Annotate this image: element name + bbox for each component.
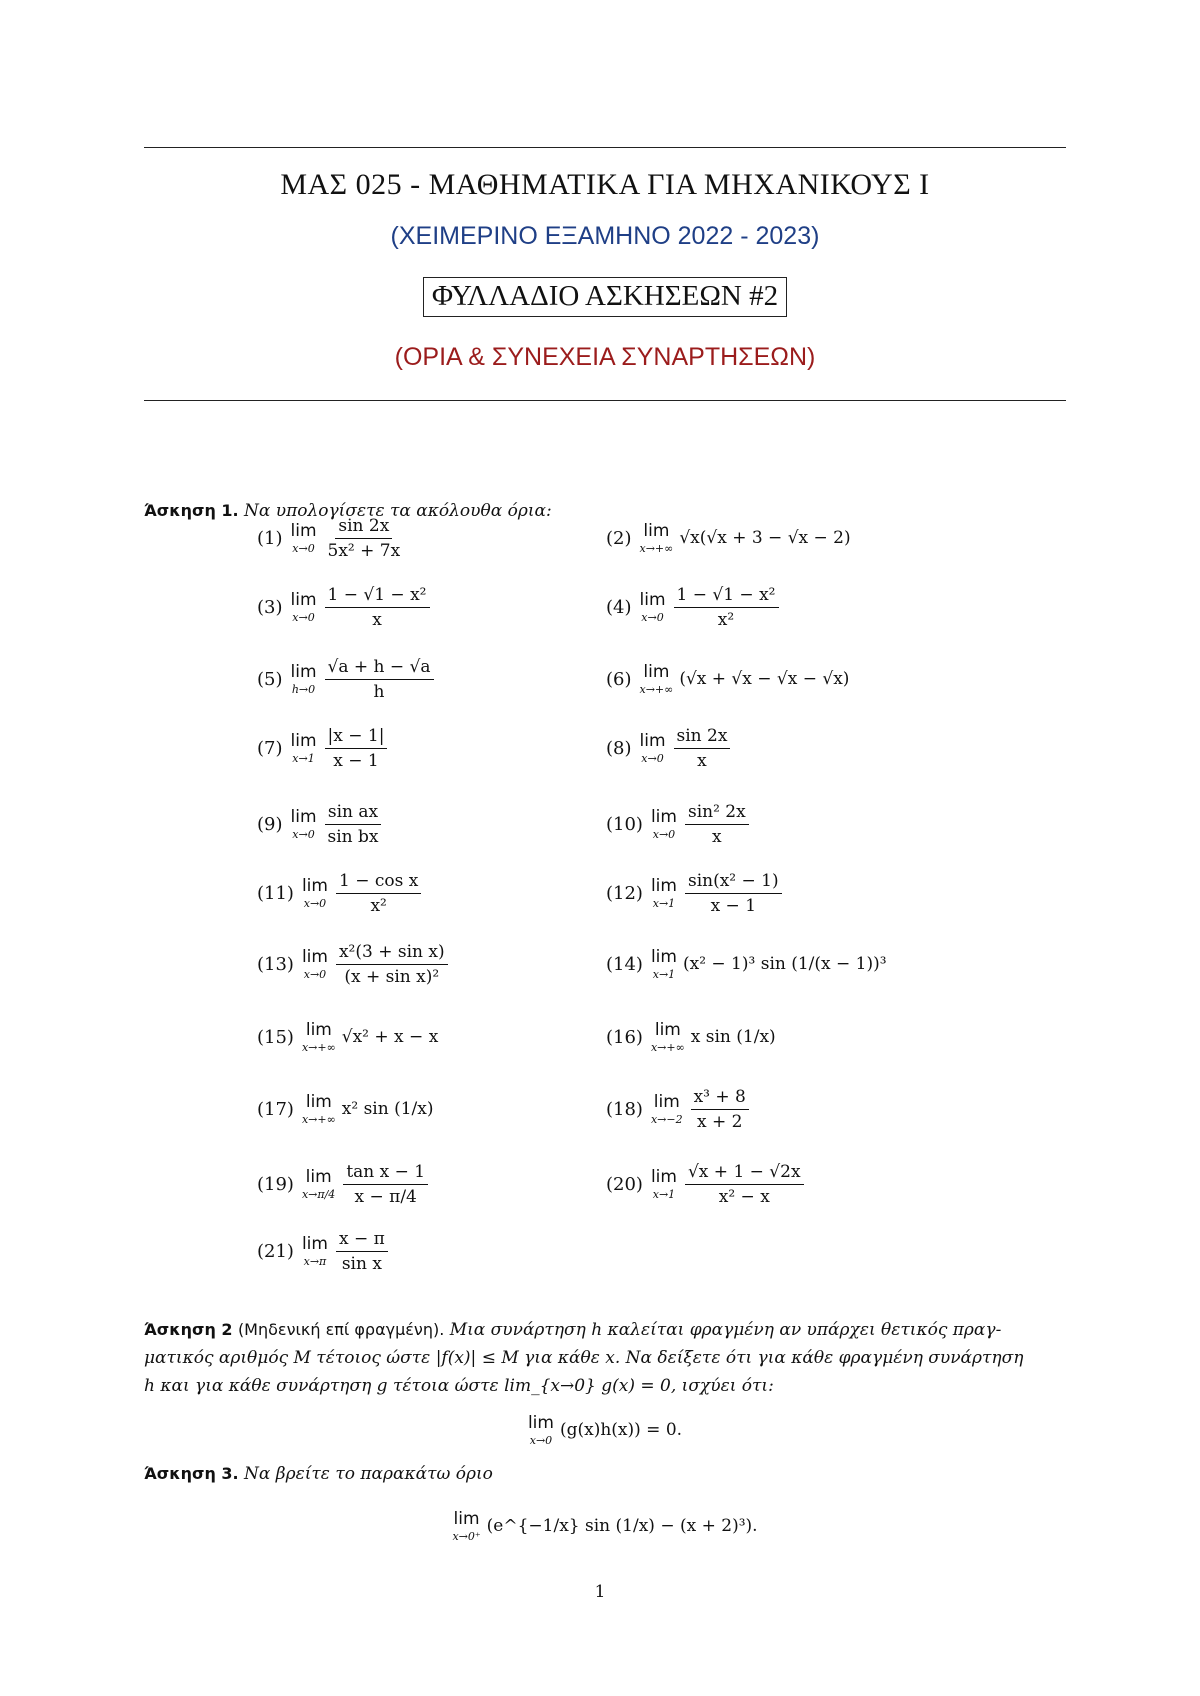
- limit-problem: [257, 1161, 430, 1207]
- exercise-2-label: Άσκηση 2: [144, 1320, 233, 1339]
- numerator: sin 2x: [674, 726, 731, 749]
- lim-operator: lim x→+∞: [639, 661, 674, 696]
- lim-subscript: h→0: [291, 682, 316, 696]
- lim-subscript: x→0: [641, 751, 664, 765]
- fraction: [674, 726, 731, 771]
- denominator: x − π/4: [354, 1186, 417, 1207]
- fraction: [336, 942, 448, 987]
- fraction: [325, 585, 430, 630]
- problem-number: (19): [257, 1173, 294, 1195]
- lim-subscript: x→+∞: [639, 682, 674, 696]
- exercise-1-text: Να υπολογίσετε τα ακόλουθα όρια:: [244, 501, 552, 521]
- exercise-3-equation-body: (e^{−1/x} sin (1/x) − (x + 2)³).: [486, 1516, 758, 1536]
- problem-number: (13): [257, 953, 294, 975]
- fraction: [343, 1162, 428, 1207]
- fraction: [325, 657, 434, 702]
- exercise-1-label: Άσκηση 1.: [144, 501, 239, 520]
- limit-problem: [606, 870, 784, 916]
- lim-operator: lim x→+∞: [301, 1091, 336, 1126]
- limit-problem: [257, 941, 450, 987]
- lim-operator: lim x→0⁺: [452, 1508, 481, 1543]
- lim-operator: lim x→+∞: [639, 520, 674, 555]
- page-number: 1: [594, 1582, 606, 1602]
- fraction: [325, 802, 382, 847]
- exercise-2-line3: h και για κάθε συνάρτηση g τέτοια ώστε lim_{x→0} g(x) = 0, ισχύει ότι:: [144, 1376, 774, 1396]
- limit-problem: [606, 1017, 776, 1057]
- exercise-2-line2: ματικός αριθμός M τέτοιος ώστε |f(x)| ≤ M για κάθε x. Να δείξετε ότι για κάθε φραγμένη συνάρτηση: [144, 1348, 1024, 1368]
- lim-operator: lim x→+∞: [650, 1019, 685, 1054]
- lim-operator: lim x→0: [290, 806, 317, 841]
- lim-operator: lim x→1: [290, 730, 317, 765]
- lim-subscript: x→0: [292, 827, 315, 841]
- denominator: x + 2: [697, 1111, 743, 1132]
- expression: (√x + √x − √x − √x): [679, 669, 850, 689]
- expression: x sin (1/x): [690, 1027, 776, 1047]
- limit-problem: [257, 801, 384, 847]
- limit-problem: [606, 1086, 751, 1132]
- limit-problem: [257, 1228, 390, 1274]
- sheet-title: ΦΥΛΛΑΔΙΟ ΑΣΚΗΣΕΩΝ #2: [423, 277, 787, 317]
- fraction: [674, 585, 779, 630]
- problem-number: (11): [257, 882, 294, 904]
- numerator: 1 − √1 − x²: [674, 585, 779, 608]
- limit-problem: [606, 1161, 806, 1207]
- limit-problem: [257, 1089, 433, 1129]
- exercise-3-text: Να βρείτε το παρακάτω όριο: [244, 1464, 493, 1484]
- denominator: 5x² + 7x: [327, 540, 401, 561]
- lim-subscript: x→1: [652, 967, 676, 981]
- lim-subscript: x→1: [652, 896, 676, 910]
- numerator: 1 − cos x: [336, 871, 421, 894]
- denominator: x: [697, 750, 707, 771]
- lim-subscript: x→0: [292, 541, 315, 555]
- exercise-2-heading: [144, 1316, 1066, 1344]
- numerator: sin ax: [325, 802, 381, 825]
- problem-number: (1): [257, 527, 283, 549]
- lim-subscript: x→+∞: [301, 1040, 336, 1054]
- lim-operator: lim x→+∞: [301, 1019, 336, 1054]
- lim-operator: lim x→0: [301, 875, 328, 910]
- exercise-2-line3-row: [144, 1372, 1066, 1400]
- exercise-2-line1: Μια συνάρτηση h καλείται φραγμένη αν υπάρχει θετικός πραγ-: [449, 1320, 1002, 1340]
- denominator: x²: [370, 895, 387, 916]
- denominator: x: [372, 609, 382, 630]
- bottom-rule: [144, 400, 1066, 401]
- limit-problem: [606, 801, 751, 847]
- lim-subscript: x→0: [641, 610, 664, 624]
- numerator: sin(x² − 1): [685, 871, 782, 894]
- lim-operator: lim x→0: [639, 730, 666, 765]
- lim-operator: lim x→π/4: [301, 1166, 336, 1201]
- top-rule: [144, 147, 1066, 148]
- exercise-2-subtitle: (Μηδενική επί φραγμένη).: [237, 1320, 445, 1339]
- lim-subscript: x→0: [303, 896, 327, 910]
- lim-operator: lim x→1: [650, 1166, 677, 1201]
- fraction: [685, 871, 782, 916]
- lim-operator: lim x→0: [639, 589, 666, 624]
- numerator: √a + h − √a: [325, 657, 434, 680]
- lim-operator: lim x→π: [301, 1233, 328, 1268]
- numerator: x³ + 8: [691, 1087, 749, 1110]
- fraction: [325, 516, 404, 561]
- denominator: h: [373, 681, 385, 702]
- limit-problem: [606, 725, 732, 771]
- semester-subtitle: (ΧΕΙΜΕΡΙΝΟ ΕΞΑΜΗΝΟ 2022 - 2023): [390, 222, 820, 250]
- exercise-2-line2-row: [144, 1344, 1066, 1372]
- lim-subscript: x→1: [292, 751, 315, 765]
- denominator: sin bx: [327, 826, 379, 847]
- numerator: √x + 1 − √2x: [685, 1162, 804, 1185]
- problem-number: (9): [257, 813, 283, 835]
- denominator: x: [712, 826, 722, 847]
- course-title: ΜΑΣ 025 - ΜΑΘΗΜΑΤΙΚΑ ΓΙΑ ΜΗΧΑΝΙΚΟΥΣ Ι: [280, 168, 930, 201]
- lim-operator: lim x→1: [650, 875, 677, 910]
- problem-number: (14): [606, 953, 643, 975]
- numerator: tan x − 1: [343, 1162, 428, 1185]
- denominator: x − 1: [710, 895, 757, 916]
- limit-problem: [257, 725, 389, 771]
- exercise-3-equation: [144, 1496, 1066, 1556]
- problem-number: (18): [606, 1098, 643, 1120]
- exercise-3-heading: [144, 1460, 1066, 1488]
- numerator: sin 2x: [335, 516, 392, 539]
- problem-number: (15): [257, 1026, 294, 1048]
- problem-number: (3): [257, 596, 283, 618]
- lim-operator: lim x→0: [290, 520, 317, 555]
- exercise-2-equation-body: (g(x)h(x)) = 0.: [559, 1420, 683, 1440]
- numerator: sin² 2x: [685, 802, 749, 825]
- limit-problem: [606, 659, 849, 699]
- lim-subscript: x→−2: [650, 1112, 683, 1126]
- lim-subscript: x→+∞: [639, 541, 674, 555]
- problem-number: (6): [606, 668, 632, 690]
- denominator: x²: [717, 609, 735, 630]
- sheet-title-box: [144, 277, 1066, 317]
- lim-subscript: x→1: [652, 1187, 676, 1201]
- denominator: sin x: [341, 1253, 382, 1274]
- fraction: [336, 871, 421, 916]
- lim-operator: lim h→0: [290, 661, 317, 696]
- problem-number: (5): [257, 668, 283, 690]
- numerator: x²(3 + sin x): [336, 942, 448, 965]
- exercise-2-equation: [144, 1408, 1066, 1452]
- limit-problem: [606, 584, 781, 630]
- problem-number: (8): [606, 737, 632, 759]
- numerator: |x − 1|: [325, 726, 388, 749]
- fraction: [691, 1087, 749, 1132]
- fraction: [325, 726, 388, 771]
- numerator: 1 − √1 − x²: [325, 585, 430, 608]
- expression: (x² − 1)³ sin (1/(x − 1))³: [682, 954, 887, 974]
- fraction: [685, 1162, 804, 1207]
- lim-operator: lim x→1: [650, 946, 677, 981]
- lim-operator: lim x→−2: [650, 1091, 683, 1126]
- fraction: [685, 802, 749, 847]
- expression: x² sin (1/x): [341, 1099, 434, 1119]
- limit-problem: [257, 870, 423, 916]
- topic-subtitle: (ΟΡΙΑ & ΣΥΝΕΧΕΙΑ ΣΥΝΑΡΤΗΣΕΩΝ): [394, 343, 816, 371]
- limit-problem: [257, 584, 432, 630]
- lim-operator: lim x→0: [290, 589, 317, 624]
- lim-operator: lim x→0: [650, 806, 677, 841]
- lim-subscript: x→+∞: [301, 1112, 336, 1126]
- problem-number: (4): [606, 596, 632, 618]
- problem-number: (10): [606, 813, 643, 835]
- lim-subscript: x→0: [303, 967, 327, 981]
- problem-number: (12): [606, 882, 643, 904]
- problem-number: (16): [606, 1026, 643, 1048]
- lim-subscript: x→π/4: [301, 1187, 336, 1201]
- fraction: [336, 1229, 388, 1274]
- lim-operator: lim x→0: [301, 946, 328, 981]
- limit-problem: [257, 1017, 438, 1057]
- lim-subscript: x→0: [652, 827, 676, 841]
- denominator: (x + sin x)²: [344, 966, 440, 987]
- problem-number: (20): [606, 1173, 643, 1195]
- limit-problem: [257, 656, 436, 702]
- limit-problem: [606, 518, 851, 558]
- lim-subscript: x→0: [292, 610, 315, 624]
- lim-operator: lim x→0: [527, 1412, 554, 1447]
- denominator: x² − x: [718, 1186, 770, 1207]
- problem-number: (7): [257, 737, 283, 759]
- lim-subscript: x→π: [303, 1254, 327, 1268]
- lim-subscript: x→+∞: [650, 1040, 685, 1054]
- expression: √x² + x − x: [341, 1027, 439, 1047]
- limit-problem: [257, 515, 405, 561]
- exercise-3-label: Άσκηση 3.: [144, 1464, 239, 1483]
- numerator: x − π: [336, 1229, 388, 1252]
- problem-number: (17): [257, 1098, 294, 1120]
- expression: √x(√x + 3 − √x − 2): [679, 528, 851, 548]
- denominator: x − 1: [333, 750, 379, 771]
- problem-number: (21): [257, 1240, 294, 1262]
- problem-number: (2): [606, 527, 632, 549]
- limit-problem: [606, 944, 887, 984]
